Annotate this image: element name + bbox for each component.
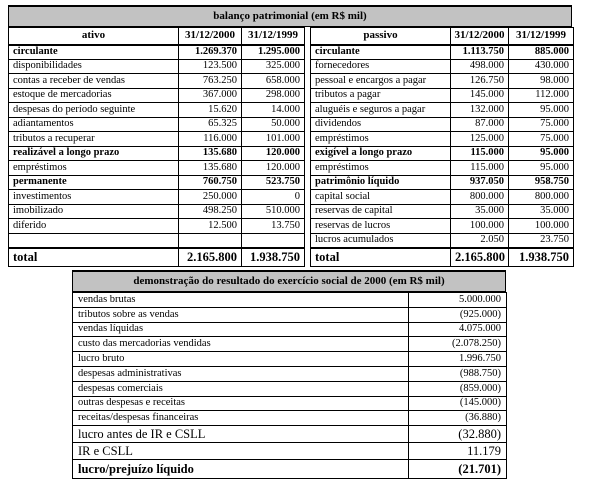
dre-row-label: lucro/prejuízo líquido (73, 460, 409, 479)
ativo-row-label: diferido (9, 219, 179, 234)
passivo-row-label: reservas de lucros (311, 219, 451, 234)
ativo-header-col-2000: 31/12/2000 (179, 28, 242, 45)
ativo-row-value: 658.000 (242, 74, 305, 89)
passivo-row (311, 45, 574, 60)
ativo-row-value: 120.000 (242, 161, 305, 176)
dre-row (73, 381, 507, 396)
passivo-row (311, 74, 574, 89)
dre-row-label: receitas/despesas financeiras (73, 411, 409, 426)
ativo-row-value: 498.250 (179, 204, 242, 219)
dre-row (73, 396, 507, 411)
ativo-row-value: 12.500 (179, 219, 242, 234)
passivo-row-value: 885.000 (509, 45, 574, 60)
dre-row-label: tributos sobre as vendas (73, 307, 409, 322)
dre-row-value: (925.000) (409, 307, 507, 322)
dre-row (73, 337, 507, 352)
ativo-row (9, 59, 305, 74)
dre-row-value: (36.880) (409, 411, 507, 426)
ativo-row-value: 13.750 (242, 219, 305, 234)
dre-row (73, 460, 507, 479)
passivo-row (311, 204, 574, 219)
ativo-total-value-1999: 1.938.750 (242, 248, 305, 267)
ativo-table (8, 27, 305, 267)
ativo-row-label: imobilizado (9, 204, 179, 219)
passivo-row-label: empréstimos (311, 132, 451, 147)
ativo-row-label: adiantamentos (9, 117, 179, 132)
ativo-row-value: 101.000 (242, 132, 305, 147)
passivo-row (311, 175, 574, 190)
passivo-row-label: pessoal e encargos a pagar (311, 74, 451, 89)
passivo-row (311, 233, 574, 248)
passivo-row (311, 132, 574, 147)
dre-row-label: outras despesas e receitas (73, 396, 409, 411)
ativo-row-value: 135.680 (179, 146, 242, 161)
ativo-row (9, 161, 305, 176)
dre-row (73, 426, 507, 443)
passivo-header-col-1999: 31/12/1999 (509, 28, 574, 45)
passivo-row (311, 59, 574, 74)
dre-row-value: 1.996.750 (409, 352, 507, 367)
passivo-rows (311, 45, 574, 248)
passivo-row-label: dividendos (311, 117, 451, 132)
ativo-row-label: permanente (9, 175, 179, 190)
ativo-row-value: 116.000 (179, 132, 242, 147)
passivo-row-value: 100.000 (451, 219, 509, 234)
dre-row-value: (988.750) (409, 366, 507, 381)
passivo-row-value: 95.000 (509, 146, 574, 161)
ativo-row (9, 233, 305, 248)
ativo-rows (9, 45, 305, 248)
dre-row (73, 443, 507, 460)
passivo-header-label: passivo (311, 28, 451, 45)
passivo-row-label: patrimônio líquido (311, 175, 451, 190)
dre-row-value: (145.000) (409, 396, 507, 411)
passivo-row (311, 190, 574, 205)
passivo-row-value: 132.000 (451, 103, 509, 118)
ativo-row-value: 0 (242, 190, 305, 205)
dre-row (73, 293, 507, 308)
balance-sheet (8, 5, 572, 267)
ativo-row-value: 763.250 (179, 74, 242, 89)
ativo-row (9, 204, 305, 219)
passivo-row-label: fornecedores (311, 59, 451, 74)
ativo-row-label: empréstimos (9, 161, 179, 176)
passivo-row-value: 126.750 (451, 74, 509, 89)
ativo-row-label (9, 233, 179, 248)
passivo-row-label: circulante (311, 45, 451, 60)
passivo-row (311, 146, 574, 161)
ativo-row (9, 103, 305, 118)
ativo-row (9, 45, 305, 60)
ativo-row-value: 298.000 (242, 88, 305, 103)
ativo-row-value: 250.000 (179, 190, 242, 205)
ativo-row-value: 14.000 (242, 103, 305, 118)
passivo-row (311, 117, 574, 132)
ativo-row-value: 760.750 (179, 175, 242, 190)
passivo-row-value: 112.000 (509, 88, 574, 103)
dre-row (73, 352, 507, 367)
ativo-row (9, 219, 305, 234)
ativo-header-row (9, 28, 305, 45)
ativo-row (9, 74, 305, 89)
ativo-row-label: contas a receber de vendas (9, 74, 179, 89)
passivo-row-value: 87.000 (451, 117, 509, 132)
passivo-header-row (311, 28, 574, 45)
balance-sheet-columns (8, 27, 572, 267)
ativo-row-value: 120.000 (242, 146, 305, 161)
passivo-row-value: 115.000 (451, 161, 509, 176)
dre-row (73, 366, 507, 381)
ativo-row-value (242, 233, 305, 248)
ativo-row (9, 190, 305, 205)
passivo-row-label: exigível a longo prazo (311, 146, 451, 161)
ativo-row-value (179, 233, 242, 248)
passivo-row-value: 958.750 (509, 175, 574, 190)
balance-sheet-title: balanço patrimonial (em R$ mil) (8, 5, 572, 27)
income-statement (72, 270, 506, 479)
ativo-total-label: total (9, 248, 179, 267)
ativo-row-value: 367.000 (179, 88, 242, 103)
ativo-row-label: circulante (9, 45, 179, 60)
passivo-row-label: capital social (311, 190, 451, 205)
income-statement-rows (73, 293, 507, 479)
ativo-row-value: 65.325 (179, 117, 242, 132)
ativo-row-value: 15.620 (179, 103, 242, 118)
passivo-row-label: lucros acumulados (311, 233, 451, 248)
passivo-row-value: 95.000 (509, 161, 574, 176)
ativo-row-label: disponibilidades (9, 59, 179, 74)
ativo-row-label: realizável a longo prazo (9, 146, 179, 161)
ativo-total-row (9, 248, 305, 267)
dre-row-label: lucro bruto (73, 352, 409, 367)
passivo-row-value: 800.000 (451, 190, 509, 205)
income-statement-title: demonstração do resultado do exercício social de 2000 (em R$ mil) (72, 270, 506, 292)
dre-row-label: lucro antes de IR e CSLL (73, 426, 409, 443)
dre-row-label: custo das mercadorias vendidas (73, 337, 409, 352)
ativo-row-value: 135.680 (179, 161, 242, 176)
ativo-row-value: 1.295.000 (242, 45, 305, 60)
dre-row-value: 11.179 (409, 443, 507, 460)
passivo-row (311, 103, 574, 118)
passivo-row-label: empréstimos (311, 161, 451, 176)
passivo-total-value-2000: 2.165.800 (451, 248, 509, 267)
passivo-total-label: total (311, 248, 451, 267)
ativo-row (9, 88, 305, 103)
dre-row (73, 411, 507, 426)
dre-row-value: (32.880) (409, 426, 507, 443)
ativo-row-label: despesas do período seguinte (9, 103, 179, 118)
ativo-row (9, 132, 305, 147)
passivo-row-value: 23.750 (509, 233, 574, 248)
ativo-row (9, 175, 305, 190)
ativo-row-value: 123.500 (179, 59, 242, 74)
passivo-row-label: reservas de capital (311, 204, 451, 219)
dre-row (73, 307, 507, 322)
passivo-total-row (311, 248, 574, 267)
passivo-row-value: 937.050 (451, 175, 509, 190)
dre-row-value: (21.701) (409, 460, 507, 479)
ativo-row-value: 1.269.370 (179, 45, 242, 60)
dre-row-value: 5.000.000 (409, 293, 507, 308)
dre-row-value: (2.078.250) (409, 337, 507, 352)
dre-row-value: (859.000) (409, 381, 507, 396)
ativo-row-label: investimentos (9, 190, 179, 205)
passivo-row-value: 75.000 (509, 132, 574, 147)
passivo-row-value: 800.000 (509, 190, 574, 205)
ativo-total-value-2000: 2.165.800 (179, 248, 242, 267)
passivo-row-value: 2.050 (451, 233, 509, 248)
dre-row-value: 4.075.000 (409, 322, 507, 337)
passivo-row-value: 125.000 (451, 132, 509, 147)
passivo-row-label: aluguéis e seguros a pagar (311, 103, 451, 118)
ativo-row-label: tributos a recuperar (9, 132, 179, 147)
dre-row-label: IR e CSLL (73, 443, 409, 460)
passivo-row (311, 161, 574, 176)
passivo-row (311, 88, 574, 103)
dre-row (73, 322, 507, 337)
passivo-row-value: 145.000 (451, 88, 509, 103)
passivo-row-value: 98.000 (509, 74, 574, 89)
passivo-row-value: 95.000 (509, 103, 574, 118)
dre-row-label: vendas brutas (73, 293, 409, 308)
passivo-row (311, 219, 574, 234)
passivo-row-label: tributos a pagar (311, 88, 451, 103)
passivo-row-value: 430.000 (509, 59, 574, 74)
passivo-row-value: 35.000 (509, 204, 574, 219)
dre-row-label: vendas líquidas (73, 322, 409, 337)
passivo-row-value: 35.000 (451, 204, 509, 219)
passivo-header-col-2000: 31/12/2000 (451, 28, 509, 45)
ativo-header-col-1999: 31/12/1999 (242, 28, 305, 45)
passivo-row-value: 1.113.750 (451, 45, 509, 60)
passivo-row-value: 75.000 (509, 117, 574, 132)
income-statement-table (72, 292, 507, 479)
passivo-row-value: 100.000 (509, 219, 574, 234)
ativo-row-label: estoque de mercadorias (9, 88, 179, 103)
passivo-total-value-1999: 1.938.750 (509, 248, 574, 267)
ativo-row (9, 146, 305, 161)
passivo-row-value: 115.000 (451, 146, 509, 161)
passivo-row-value: 498.000 (451, 59, 509, 74)
ativo-header-label: ativo (9, 28, 179, 45)
dre-row-label: despesas comerciais (73, 381, 409, 396)
ativo-row-value: 510.000 (242, 204, 305, 219)
ativo-row-value: 523.750 (242, 175, 305, 190)
passivo-table (310, 27, 574, 267)
ativo-row-value: 325.000 (242, 59, 305, 74)
ativo-row (9, 117, 305, 132)
dre-row-label: despesas administrativas (73, 366, 409, 381)
ativo-row-value: 50.000 (242, 117, 305, 132)
